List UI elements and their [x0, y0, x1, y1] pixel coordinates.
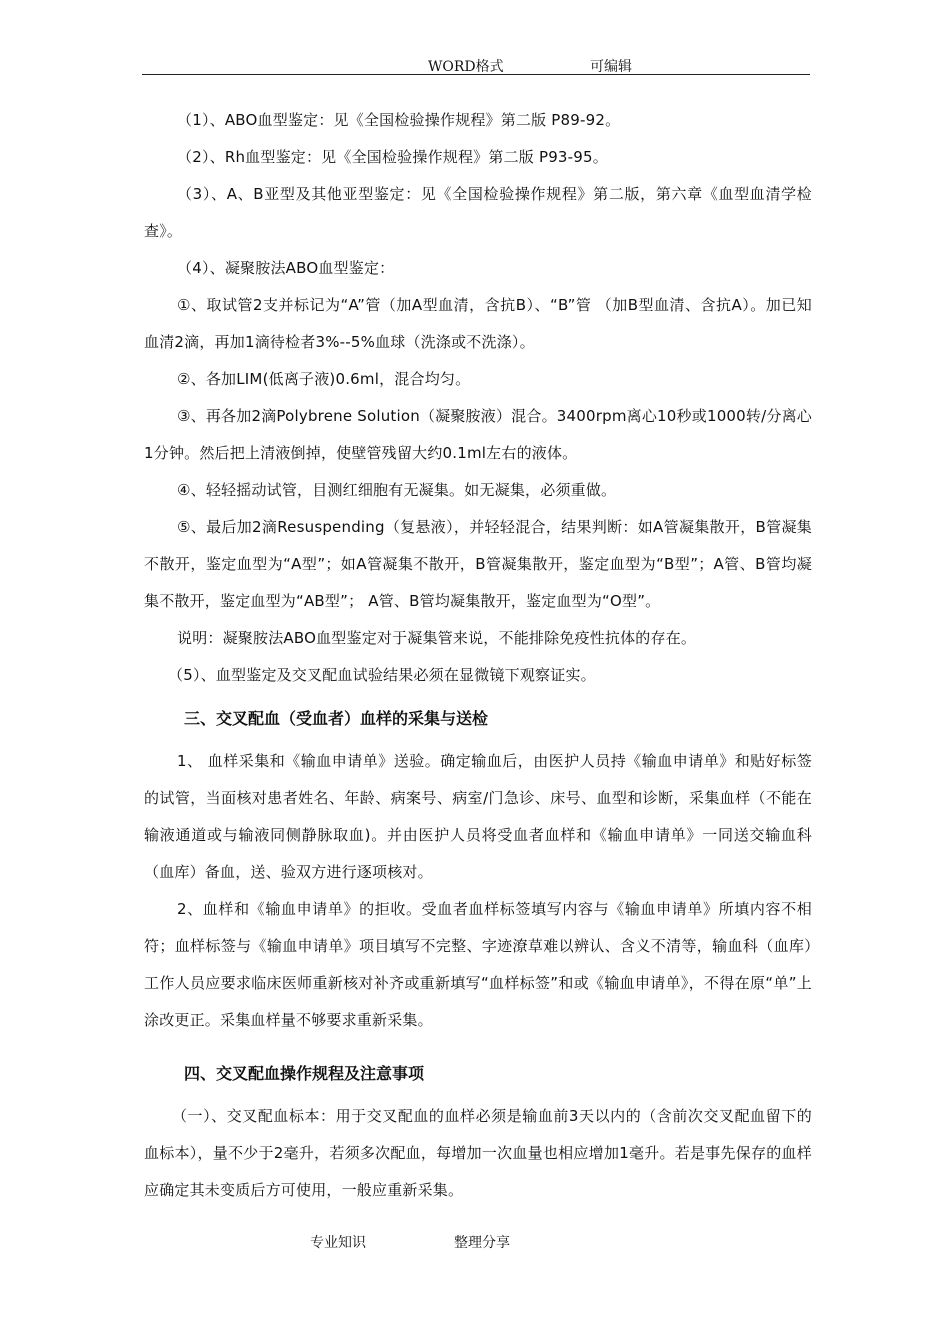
page-header: [142, 54, 810, 75]
paragraph-step-1: ①、取试管2支并标记为“A”管（加A型血清，含抗B）、“B”管 （加B型血清、含抗A）。加已知血清2滴，再加1滴待检者3%--5%血球（洗涤或不洗涤）。: [144, 296, 812, 351]
footer-right-text: 整理分享: [454, 1235, 510, 1251]
header-right-text: 可编辑: [590, 59, 632, 75]
document-body: [144, 102, 812, 1209]
paragraph-step-3: ③、再各加2滴Polybrene Solution（凝聚胺液）混合。3400rpm离心10秒或1000转/分离心1分钟。然后把上清液倒掉，使壁管残留大约0.1ml左右的液体。: [144, 407, 812, 462]
section-4-paragraph-1: （一）、交叉配血标本：用于交叉配血的血样必须是输血前3天以内的（含前次交叉配血留下的血标本），量不少于2毫升，若须多次配血，每增加一次血量也相应增加1毫升。若是事先保存的血样应确定其未变质后方可使用，一般应重新采集。: [144, 1107, 812, 1199]
paragraph-microscope: （5）、血型鉴定及交叉配血试验结果必须在显微镜下观察证实。: [168, 666, 596, 684]
section-3-title: 三、交叉配血（受血者）血样的采集与送检: [184, 709, 489, 728]
paragraph-step-5: ⑤、最后加2滴Resuspending（复悬液），并轻轻混合，结果判断：如A管凝集散开，B管凝集不散开，鉴定血型为“A型”；如A管凝集不散开，B管凝集散开，鉴定血型为“B型”；A管、B管均凝集不散开，鉴定血型为“AB型”； A管、B管均凝集散开，鉴定血型为“O型”。: [144, 518, 812, 610]
paragraph-step-2: ②、各加LIM(低离子液)0.6ml，混合均匀。: [177, 370, 471, 388]
paragraph-subtype-typing: （3）、A、B亚型及其他亚型鉴定：见《全国检验操作规程》第二版，第六章《血型血清学检查》。: [144, 185, 812, 240]
section-3-paragraph-1: 1、 血样采集和《输血申请单》送验。确定输血后，由医护人员持《输血申请单》和贴好标签的试管，当面核对患者姓名、年龄、病案号、病室/门急诊、床号、血型和诊断，采集血样（不能在输液通道或与输液同侧静脉取血)。并由医护人员将受血者血样和《输血申请单》一同送交输血科（血库）备血，送、验双方进行逐项核对。: [144, 752, 812, 881]
paragraph-step-4: ④、轻轻摇动试管，目测红细胞有无凝集。如无凝集，必须重做。: [177, 481, 617, 499]
paragraph-rh-typing: （2）、Rh血型鉴定：见《全国检验操作规程》第二版 P93-95。: [177, 148, 608, 166]
paragraph-abo-typing: （1）、ABO血型鉴定：见《全国检验操作规程》第二版 P89-92。: [177, 111, 621, 129]
section-3-paragraph-2: 2、血样和《输血申请单》的拒收。受血者血样标签填写内容与《输血申请单》所填内容不相符；血样标签与《输血申请单》项目填写不完整、字迹潦草难以辨认、含义不清等，输血科（血库）工作人员应要求临床医师重新核对补齐或重新填写“血样标签”和或《输血申请单》，不得在原“单”上涂改更正。采集血样量不够要求重新采集。: [144, 900, 812, 1029]
page-footer: [310, 1232, 610, 1252]
header-left-text: WORD格式: [428, 59, 504, 75]
paragraph-note: 说明：凝聚胺法ABO血型鉴定对于凝集管来说，不能排除免疫性抗体的存在。: [177, 629, 697, 647]
section-4-title: 四、交叉配血操作规程及注意事项: [184, 1064, 425, 1083]
paragraph-polybrene-heading: （4）、凝聚胺法ABO血型鉴定：: [177, 259, 395, 277]
footer-left-text: 专业知识: [310, 1235, 366, 1251]
